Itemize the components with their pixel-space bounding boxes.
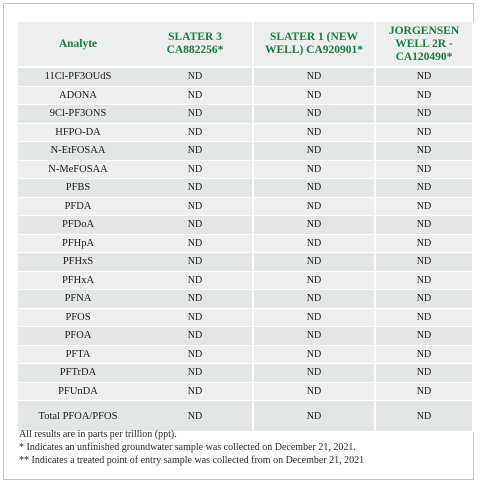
result-cell: ND xyxy=(376,346,474,365)
result-cell: ND xyxy=(376,68,474,87)
header-jorgensen-well: JORGENSEN WELL 2R - CA120490* xyxy=(376,22,474,68)
result-cell: ND xyxy=(138,364,254,383)
result-cell: ND xyxy=(138,105,254,124)
analyte-cell: PFDA xyxy=(18,198,138,217)
table-row xyxy=(18,161,474,180)
table-row xyxy=(18,235,474,254)
result-cell: ND xyxy=(138,346,254,365)
analyte-cell: HFPO-DA xyxy=(18,124,138,143)
analyte-cell: PFOA xyxy=(18,327,138,346)
analyte-cell: 11Cl-PF3OUdS xyxy=(18,68,138,87)
table-row xyxy=(18,346,474,365)
analyte-cell: PFHpA xyxy=(18,235,138,254)
result-cell: ND xyxy=(138,68,254,87)
result-cell: ND xyxy=(376,309,474,328)
header-slater-3: SLATER 3 CA882256* xyxy=(138,22,254,68)
result-cell: ND xyxy=(376,253,474,272)
table-row xyxy=(18,309,474,328)
result-cell: ND xyxy=(376,401,474,432)
result-cell: ND xyxy=(254,327,376,346)
result-cell: ND xyxy=(376,142,474,161)
result-cell: ND xyxy=(254,68,376,87)
result-cell: ND xyxy=(376,124,474,143)
result-cell: ND xyxy=(254,235,376,254)
table-row xyxy=(18,364,474,383)
result-cell: ND xyxy=(254,142,376,161)
header-slater-1: SLATER 1 (NEW WELL) CA920901* xyxy=(254,22,376,68)
table-row xyxy=(18,290,474,309)
result-cell: ND xyxy=(254,216,376,235)
results-table xyxy=(18,22,474,432)
result-cell: ND xyxy=(138,253,254,272)
analyte-cell: ADONA xyxy=(18,87,138,106)
result-cell: ND xyxy=(254,309,376,328)
result-cell: ND xyxy=(138,216,254,235)
analyte-cell: N-MeFOSAA xyxy=(18,161,138,180)
analyte-cell: PFHxA xyxy=(18,272,138,291)
result-cell: ND xyxy=(138,87,254,106)
footnote-units: All results are in parts per trillion (ppt). xyxy=(19,429,177,440)
analyte-cell: PFHxS xyxy=(18,253,138,272)
result-cell: ND xyxy=(138,198,254,217)
result-cell: ND xyxy=(376,383,474,402)
table-row xyxy=(18,198,474,217)
table-header-row xyxy=(18,22,474,68)
analyte-cell: PFTrDA xyxy=(18,364,138,383)
result-cell: ND xyxy=(138,309,254,328)
table-row xyxy=(18,383,474,402)
result-cell: ND xyxy=(376,216,474,235)
result-cell: ND xyxy=(254,272,376,291)
analyte-cell: PFNA xyxy=(18,290,138,309)
result-cell: ND xyxy=(254,198,376,217)
result-cell: ND xyxy=(138,401,254,432)
table-row xyxy=(18,272,474,291)
analyte-cell: 9Cl-PF3ONS xyxy=(18,105,138,124)
result-cell: ND xyxy=(254,253,376,272)
table-row xyxy=(18,68,474,87)
analyte-cell: PFDoA xyxy=(18,216,138,235)
footnotes xyxy=(19,428,364,467)
result-cell: ND xyxy=(138,124,254,143)
result-cell: ND xyxy=(254,179,376,198)
table-row xyxy=(18,179,474,198)
result-cell: ND xyxy=(376,87,474,106)
result-cell: ND xyxy=(254,87,376,106)
result-cell: ND xyxy=(376,198,474,217)
table-body xyxy=(18,68,474,432)
result-cell: ND xyxy=(138,272,254,291)
result-cell: ND xyxy=(254,401,376,432)
result-cell: ND xyxy=(138,327,254,346)
result-cell: ND xyxy=(376,327,474,346)
result-cell: ND xyxy=(254,383,376,402)
result-cell: ND xyxy=(376,105,474,124)
table-row xyxy=(18,327,474,346)
result-cell: ND xyxy=(138,235,254,254)
analyte-cell: PFUnDA xyxy=(18,383,138,402)
table-row xyxy=(18,142,474,161)
result-cell: ND xyxy=(376,364,474,383)
result-cell: ND xyxy=(138,142,254,161)
result-cell: ND xyxy=(138,383,254,402)
result-cell: ND xyxy=(254,290,376,309)
result-cell: ND xyxy=(254,124,376,143)
result-cell: ND xyxy=(138,161,254,180)
result-cell: ND xyxy=(138,179,254,198)
footnote-single-asterisk: * Indicates an unfinished groundwater sample was collected on December 21, 2021. xyxy=(19,442,356,453)
header-analyte: Analyte xyxy=(18,22,138,68)
table-row xyxy=(18,87,474,106)
table-row xyxy=(18,253,474,272)
result-cell: ND xyxy=(376,235,474,254)
table-row xyxy=(18,105,474,124)
result-cell: ND xyxy=(376,161,474,180)
result-cell: ND xyxy=(376,290,474,309)
analyte-cell: PFBS xyxy=(18,179,138,198)
result-cell: ND xyxy=(254,346,376,365)
result-cell: ND xyxy=(376,179,474,198)
analyte-cell: N-EtFOSAA xyxy=(18,142,138,161)
result-cell: ND xyxy=(138,290,254,309)
footnote-double-asterisk: ** Indicates a treated point of entry sample was collected from on December 21, 2021 xyxy=(19,455,365,466)
analyte-cell: PFTA xyxy=(18,346,138,365)
table-row xyxy=(18,216,474,235)
analyte-cell: PFOS xyxy=(18,309,138,328)
table-row xyxy=(18,124,474,143)
result-cell: ND xyxy=(254,161,376,180)
result-cell: ND xyxy=(376,272,474,291)
result-cell: ND xyxy=(254,364,376,383)
analyte-cell: Total PFOA/PFOS xyxy=(18,401,138,432)
result-cell: ND xyxy=(254,105,376,124)
